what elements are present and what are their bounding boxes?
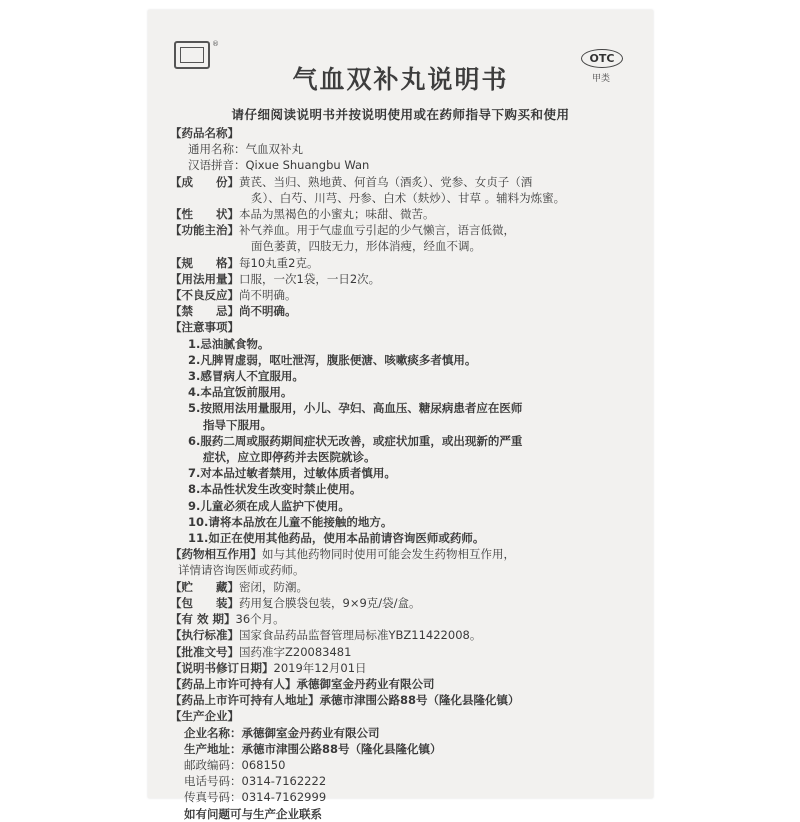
precaution-item: 10.请将本品放在儿童不能接触的地方。 [188, 514, 393, 529]
postcode-value: 068150 [241, 757, 286, 772]
standard-row [170, 627, 638, 643]
manufacturer-header: 【生产企业】 [170, 709, 239, 724]
company-name-label: 企业名称： [184, 725, 242, 740]
validity-value: 36个月。 [235, 612, 285, 627]
precaution-item: 11.如正在使用其他药品，使用本品前请咨询医师或药师。 [188, 531, 485, 546]
package-value: 药用复合膜袋包装，9×9克/袋/盒。 [239, 595, 421, 610]
postcode-row [170, 757, 638, 773]
precaution-item: 3.感冒病人不宜服用。 [188, 369, 304, 384]
specification-value: 每10丸重2克。 [239, 255, 319, 270]
precaution-item: 5.按照用法用量服用，小儿、孕妇、高血压、糖尿病患者应在医师 [188, 401, 523, 416]
dosage-label: 【用法用量】 [170, 271, 239, 286]
mah-address-value: 承德市津围公路88号（隆化县隆化镇） [319, 693, 520, 708]
ingredients-value: 黄芪、当归、熟地黄、何首乌（酒炙）、党参、女贞子（酒 [239, 174, 533, 189]
storage-row [170, 579, 638, 595]
company-address-value: 承德市津围公路88号（隆化县隆化镇） [241, 741, 442, 756]
contraindications-label: 【禁 忌】 [170, 304, 239, 319]
approval-label: 【批准文号】 [170, 644, 239, 659]
generic-name-label: 通用名称： [188, 142, 246, 157]
pinyin-row [170, 157, 638, 173]
pinyin-label: 汉语拼音： [188, 158, 246, 173]
registered-mark-icon: ® [212, 40, 219, 48]
company-name-row [170, 725, 638, 741]
phone-label: 电话号码： [184, 774, 242, 789]
dosage-value: 口服，一次1袋，一日2次。 [239, 271, 381, 286]
precautions-header: 【注意事项】 [170, 320, 239, 335]
mah-address-row [170, 692, 638, 708]
precaution-item: 4.本品宜饭前服用。 [188, 385, 293, 400]
reading-notice: 请仔细阅读说明书并按说明使用或在药师指导下购买和使用 [231, 107, 570, 122]
ingredients-value-cont: 炙）、白芍、川芎、丹参、白术（麸炒）、甘草 。辅料为炼蜜。 [251, 190, 566, 205]
description-row [170, 206, 638, 222]
precaution-item-cont: 指导下服用。 [203, 417, 272, 432]
revision-label: 【说明书修订日期】 [170, 660, 274, 675]
company-name-value: 承德御室金丹药业有限公司 [241, 725, 380, 740]
standard-label: 【执行标准】 [170, 628, 239, 643]
interactions-row [170, 546, 638, 562]
postcode-label: 邮政编码： [184, 757, 242, 772]
validity-label: 【有 效 期】 [170, 612, 236, 627]
phone-value: 0314-7162222 [241, 774, 327, 789]
drug-name-header: 【药品名称】 [170, 126, 239, 140]
page-title: 气血双补丸说明书 [292, 65, 509, 94]
adverse-value: 尚不明确。 [239, 288, 297, 303]
approval-value: 国药准字Z20083481 [239, 644, 352, 659]
generic-name-value: 气血双补丸 [245, 142, 303, 157]
generic-name-row [170, 141, 638, 157]
precaution-item: 8.本品性状发生改变时禁止使用。 [188, 482, 362, 497]
company-address-label: 生产地址： [184, 741, 242, 756]
precaution-item: 2.凡脾胃虚弱，呕吐泄泻，腹胀便溏、咳嗽痰多者慎用。 [188, 352, 477, 367]
specification-label: 【规 格】 [170, 255, 239, 270]
precaution-item: 1.忌油腻食物。 [188, 336, 270, 351]
precaution-item: 7.对本品过敏者禁用，过敏体质者慎用。 [188, 466, 396, 481]
indications-value-cont: 面色萎黄，四肢无力，形体消瘦，经血不调。 [251, 239, 481, 254]
otc-badge: OTC [581, 49, 623, 68]
precaution-item: 9.儿童必须在成人监护下使用。 [188, 498, 350, 513]
description-value: 本品为黑褐色的小蜜丸；味甜、微苦。 [239, 207, 435, 222]
indications-row [170, 222, 638, 238]
storage-label: 【贮 藏】 [170, 579, 239, 594]
mah-label: 【药品上市许可持有人】 [170, 676, 297, 691]
precaution-item: 6.服药二周或服药期间症状无改善，或症状加重，或出现新的严重 [188, 433, 523, 448]
storage-value: 密闭，防潮。 [239, 579, 308, 594]
fax-row [170, 789, 638, 805]
fax-label: 传真号码： [184, 790, 242, 805]
otc-class-label: 甲类 [592, 74, 611, 84]
approval-row [170, 644, 638, 660]
contact-footer: 如有问题可与生产企业联系 [184, 806, 322, 821]
ingredients-row [170, 174, 638, 190]
phone-row [170, 773, 638, 789]
mah-address-label: 【药品上市许可持有人地址】 [170, 693, 320, 708]
dosage-row [170, 271, 638, 287]
indications-label: 【功能主治】 [170, 223, 239, 238]
leaflet-content [170, 125, 638, 822]
interactions-label: 【药物相互作用】 [170, 547, 262, 562]
mah-value: 承德御室金丹药业有限公司 [296, 676, 435, 691]
precaution-item-cont: 症状，应立即停药并去医院就诊。 [203, 450, 376, 465]
fax-value: 0314-7162999 [241, 790, 327, 805]
adverse-row [170, 287, 638, 303]
interactions-value-cont: 详情请咨询医师或药师。 [178, 563, 305, 578]
company-address-row [170, 741, 638, 757]
mah-row [170, 676, 638, 692]
interactions-value: 如与其他药物同时使用可能会发生药物相互作用， [262, 547, 515, 562]
contraindications-row [170, 303, 638, 319]
description-label: 【性 状】 [170, 207, 239, 222]
standard-value: 国家食品药品监督管理局标准YBZ11422008。 [239, 628, 482, 643]
pinyin-value: Qixue Shuangbu Wan [245, 158, 370, 173]
package-label: 【包 装】 [170, 595, 239, 610]
revision-row [170, 660, 638, 676]
specification-row [170, 255, 638, 271]
contraindications-value: 尚不明确。 [239, 304, 297, 319]
revision-value: 2019年12月01日 [273, 660, 367, 675]
ingredients-label: 【成 份】 [170, 174, 239, 189]
indications-value: 补气养血。用于气虚血亏引起的少气懒言，语言低微， [239, 223, 515, 238]
validity-row [170, 611, 638, 627]
adverse-label: 【不良反应】 [170, 288, 239, 303]
package-row [170, 595, 638, 611]
instruction-leaflet [148, 10, 653, 821]
